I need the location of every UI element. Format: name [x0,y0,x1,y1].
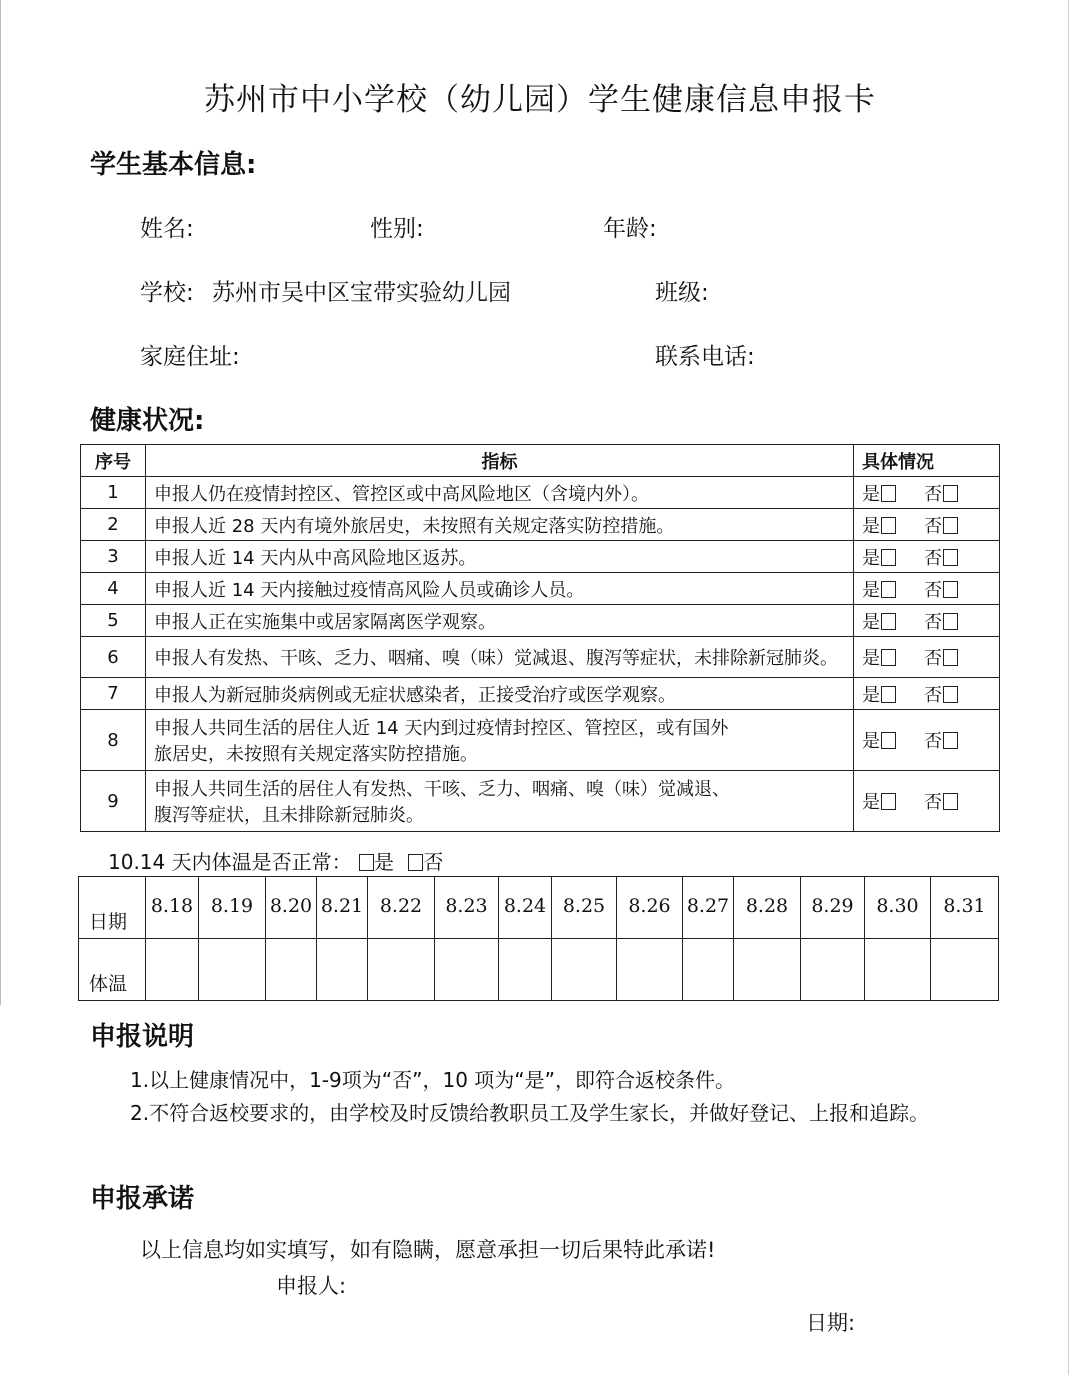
school-value[interactable]: 苏州市吴中区宝带实验幼儿园 [212,280,511,306]
row-options [854,605,1000,637]
yes-checkbox[interactable] [881,613,896,630]
no-label: 否 [924,515,942,537]
note-item-2: 2.不符合返校要求的，由学校及时反馈给教职员工及学生家长，并做好登记、上报和追踪。 [130,1101,930,1125]
date-cell: 8.30 [865,877,931,939]
row-indicator [146,509,854,541]
row-number: 4 [81,573,146,605]
date-cell: 8.20 [266,877,317,939]
health-row [81,573,1000,605]
row-options [854,678,1000,710]
row-indicator-line2: 腹泻等症状，且未排除新冠肺炎。 [154,805,424,826]
row-indicator-line1: 申报人仍在疫情封控区、管控区或中高风险地区（含境内外）。 [154,483,649,505]
no-checkbox[interactable] [943,581,958,598]
date-cell: 8.18 [146,877,199,939]
row-number: 5 [81,605,146,637]
date-cell: 8.31 [931,877,999,939]
gender-label[interactable]: 性别: [370,216,424,242]
row-indicator-line1: 申报人近 14 天内接触过疫情高风险人员或确诊人员。 [154,579,585,601]
row-number: 7 [81,678,146,710]
health-row [81,637,1000,678]
health-row [81,678,1000,710]
temperature-input-cell[interactable] [368,939,435,1001]
yes-label: 是 [862,684,880,706]
temp-row-label: 体温 [79,939,146,1001]
name-label[interactable]: 姓名: [140,216,194,242]
health-heading: 健康状况: [90,406,205,436]
yes-label: 是 [862,792,880,813]
yes-checkbox[interactable] [881,732,896,749]
yes-label: 是 [862,547,880,569]
temperature-input-cell[interactable] [617,939,683,1001]
row-indicator [146,678,854,710]
no-label: 否 [924,483,942,505]
address-label[interactable]: 家庭住址: [140,344,240,370]
temperature-input-cell[interactable] [317,939,368,1001]
question-10-text: 10.14 天内体温是否正常： [108,850,352,874]
row-options [854,477,1000,509]
phone-label[interactable]: 联系电话: [655,344,755,370]
page-edge-right [1068,0,1070,1375]
temperature-input-cell[interactable] [801,939,865,1001]
signer-label[interactable]: 申报人: [276,1274,347,1298]
row-indicator [146,637,854,678]
health-row [81,509,1000,541]
no-label: 否 [924,684,942,706]
temperature-input-cell[interactable] [499,939,552,1001]
row-indicator-line1: 申报人共同生活的居住人近 14 天内到过疫情封控区、管控区，或有国外 [154,718,729,739]
no-label: 否 [924,579,942,601]
temperature-input-cell[interactable] [435,939,499,1001]
yes-label: 是 [862,579,880,601]
no-label: 否 [924,792,942,813]
no-label: 否 [924,648,942,669]
promise-text: 以上信息均如实填写，如有隐瞒，愿意承担一切后果特此承诺! [140,1238,716,1262]
row-indicator-line1: 申报人正在实施集中或居家隔离医学观察。 [154,611,496,633]
no-label: 否 [924,731,942,752]
yes-checkbox[interactable] [881,793,896,810]
temperature-input-cell[interactable] [146,939,199,1001]
row-indicator-line1: 申报人共同生活的居住人有发热、干咳、乏力、咽痛、嗅（味）觉减退、 [154,779,730,800]
row-indicator-line1: 申报人有发热、干咳、乏力、咽痛、嗅（味）觉减退、腹泻等症状，未排除新冠肺炎。 [154,648,838,669]
date-row-label: 日期 [79,877,146,939]
q10-yes-checkbox[interactable] [359,854,374,871]
health-row [81,710,1000,771]
yes-label: 是 [862,611,880,633]
row-indicator-line1: 申报人近 28 天内有境外旅居史，未按照有关规定落实防控措施。 [154,515,675,537]
class-label[interactable]: 班级: [655,280,709,306]
no-checkbox[interactable] [943,485,958,502]
question-10 [108,846,443,875]
date-cell: 8.27 [683,877,734,939]
q10-no-checkbox[interactable] [408,854,423,871]
row-number: 9 [81,771,146,832]
header-no: 序号 [81,445,146,477]
temperature-input-cell[interactable] [266,939,317,1001]
no-label: 否 [924,611,942,633]
temperature-input-cell[interactable] [199,939,266,1001]
yes-label: 是 [862,483,880,505]
no-checkbox[interactable] [943,549,958,566]
row-indicator [146,771,854,832]
row-indicator-line1: 申报人为新冠肺炎病例或无症状感染者，正接受治疗或医学观察。 [154,684,676,706]
row-options [854,541,1000,573]
notes-heading: 申报说明 [90,1022,195,1052]
health-row [81,605,1000,637]
page-edge-left [0,0,5,1005]
health-row [81,541,1000,573]
date-cell: 8.28 [734,877,801,939]
health-row [81,771,1000,832]
promise-heading: 申报承诺 [90,1184,195,1214]
temp-row [79,939,999,1001]
temperature-input-cell[interactable] [734,939,801,1001]
no-checkbox[interactable] [943,793,958,810]
row-number: 6 [81,637,146,678]
date-row [79,877,999,939]
row-indicator [146,710,854,771]
row-indicator [146,573,854,605]
row-indicator [146,541,854,573]
row-number: 1 [81,477,146,509]
temperature-input-cell[interactable] [931,939,999,1001]
yes-checkbox[interactable] [881,549,896,566]
health-table-header [81,445,1000,477]
row-indicator [146,477,854,509]
row-options [854,637,1000,678]
row-number: 8 [81,710,146,771]
no-checkbox[interactable] [943,517,958,534]
basic-info-heading: 学生基本信息: [90,150,257,180]
temperature-input-cell[interactable] [552,939,617,1001]
date-cell: 8.25 [552,877,617,939]
row-indicator [146,605,854,637]
yes-label: 是 [862,515,880,537]
date-cell: 8.22 [368,877,435,939]
date-cell: 8.19 [199,877,266,939]
yes-checkbox[interactable] [881,517,896,534]
header-status: 具体情况 [854,445,1000,477]
sign-date-label[interactable]: 日期: [806,1311,856,1335]
date-cell: 8.23 [435,877,499,939]
date-cell: 8.29 [801,877,865,939]
note-item-1: 1.以上健康情况中，1-9项为“否”，10 项为“是”，即符合返校条件。 [130,1068,735,1092]
no-checkbox[interactable] [943,732,958,749]
no-checkbox[interactable] [943,649,958,666]
date-cell: 8.21 [317,877,368,939]
q10-no-label: 否 [423,850,444,874]
row-options [854,573,1000,605]
row-number: 3 [81,541,146,573]
no-label: 否 [924,547,942,569]
health-table [80,444,1000,832]
yes-checkbox[interactable] [881,686,896,703]
date-cell: 8.24 [499,877,552,939]
row-options [854,509,1000,541]
yes-checkbox[interactable] [881,485,896,502]
yes-checkbox[interactable] [881,649,896,666]
no-checkbox[interactable] [943,686,958,703]
temperature-input-cell[interactable] [683,939,734,1001]
yes-label: 是 [862,648,880,669]
q10-yes-label: 是 [373,850,394,874]
temperature-table [78,876,999,1001]
row-indicator-line2: 旅居史，未按照有关规定落实防控措施。 [154,744,478,765]
date-cell: 8.26 [617,877,683,939]
yes-checkbox[interactable] [881,581,896,598]
yes-label: 是 [862,731,880,752]
row-number: 2 [81,509,146,541]
age-label[interactable]: 年龄: [603,216,657,242]
row-options [854,771,1000,832]
temperature-input-cell[interactable] [865,939,931,1001]
form-title: 苏州市中小学校（幼儿园）学生健康信息申报卡 [204,82,876,118]
health-row [81,477,1000,509]
school-label: 学校: [140,280,194,306]
header-indicator: 指标 [146,445,854,477]
no-checkbox[interactable] [943,613,958,630]
row-options [854,710,1000,771]
row-indicator-line1: 申报人近 14 天内从中高风险地区返苏。 [154,547,477,569]
